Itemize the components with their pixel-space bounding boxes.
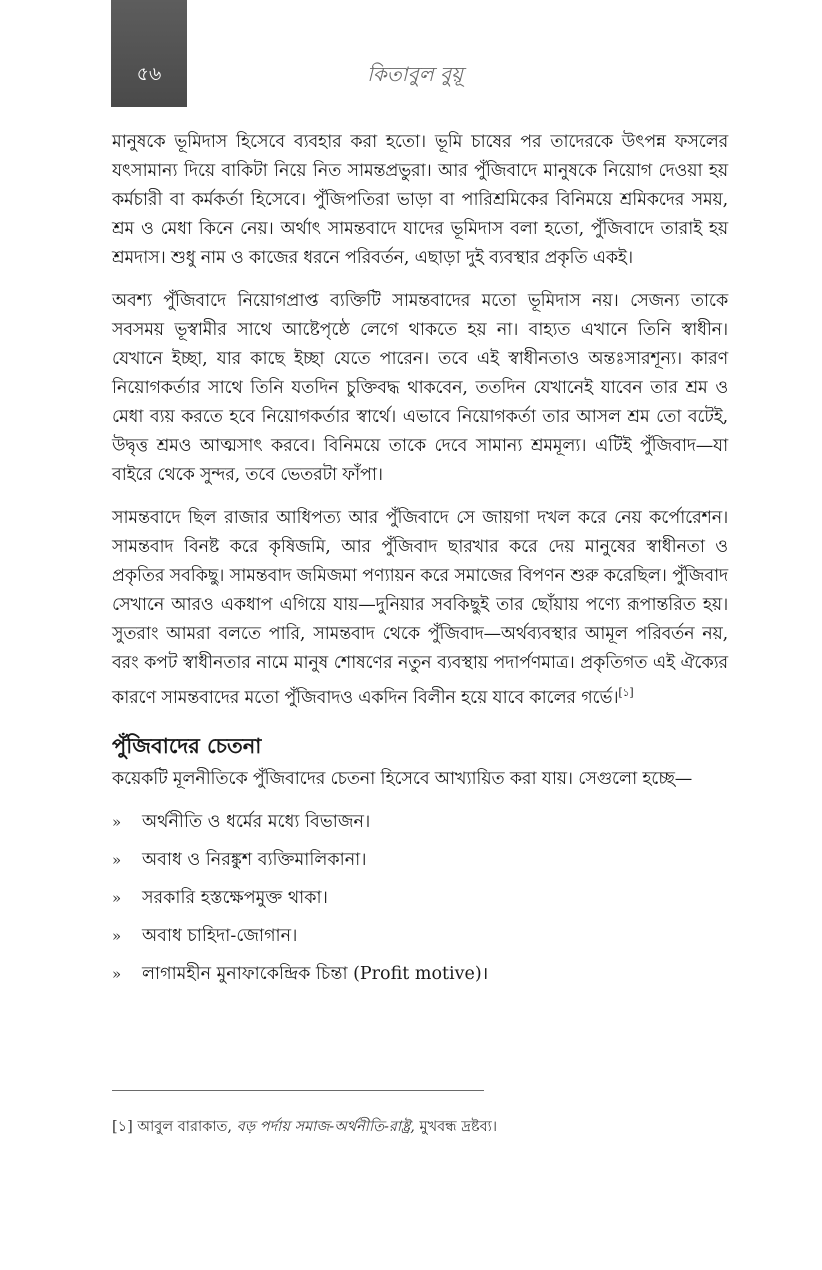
list-item-text: অর্থনীতি ও ধর্মের মধ্যে বিভাজন।: [142, 811, 371, 832]
principles-list: [112, 808, 728, 989]
bullet-icon: »: [112, 888, 122, 907]
list-item-text: অবাধ চাহিদা-জোগান।: [142, 925, 298, 946]
page-number: ৫৬: [136, 63, 162, 85]
list-item-text: অবাধ ও নিরঙ্কুশ ব্যক্তিমালিকানা।: [142, 849, 367, 870]
footnote-note: মুখবন্ধ দ্রষ্টব্য।: [419, 1119, 498, 1135]
footnote-reference[interactable]: [১]: [618, 686, 634, 699]
footnote: [112, 1116, 728, 1138]
paragraph-1: মানুষকে ভূমিদাস হিসেবে ব্যবহার করা হতো। ভূমি চাষের পর তাদেরকে উৎপন্ন ফসলের যৎসামান্য দিয়ে বাকিটা নিয়ে নিত সামন্তপ্রভুরা। আর পুঁজিবাদে মানুষকে নিয়োগ দেওয়া হয় কর্মচারী বা কর্মকর্তা হিসেবে। পুঁজিপতিরা ভাড়া বা পারিশ্রমিকের বিনিময়ে শ্রমিকদের সময়, শ্রম ও মেধা কিনে নেয়। অর্থাৎ সামন্তবাদে যাদের ভূমিদাস বলা হতো, পুঁজিবাদে তারাই হয় শ্রমদাস। শুধু নাম ও কাজের ধরনে পরিবর্তন, এছাড়া দুই ব্যবস্থার প্রকৃতি একই।: [112, 132, 728, 268]
page-body: [112, 128, 728, 998]
list-item: [112, 846, 728, 875]
list-item: [112, 808, 728, 837]
section-heading: পুঁজিবাদের চেতনা: [112, 732, 262, 758]
list-item: [112, 884, 728, 913]
footnote-author: আবুল বারাকাত,: [137, 1119, 233, 1135]
footnote-marker: [১]: [112, 1119, 133, 1135]
page-number-tab: [111, 0, 187, 107]
paragraph-3: [112, 504, 728, 713]
footnote-divider: [112, 1090, 484, 1091]
bullet-icon: »: [112, 850, 122, 869]
list-item: [112, 922, 728, 951]
paragraph-3-text: সামন্তবাদে ছিল রাজার আধিপত্য আর পুঁজিবাদে সে জায়গা দখল করে নেয় কর্পোরেশন। সামন্তবাদ বিনষ্ট করে কৃষিজমি, আর পুঁজিবাদ ছারখার করে দেয় মানুষের স্বাধীনতা ও প্রকৃতির সবকিছু। সামন্তবাদ জমিজমা পণ্যায়ন করে সমাজের বিপণন শুরু করেছিল। পুঁজিবাদ সেখানে আরও একধাপ এগিয়ে যায়—দুনিয়ার সবকিছুই তার ছোঁয়ায় পণ্যে রূপান্তরিত হয়। সুতরাং আমরা বলতে পারি, সামন্তবাদ থেকে পুঁজিবাদ—অর্থব্যবস্থার আমূল পরিবর্তন নয়, বরং কপট স্বাধীনতার নামে মানুষ শোষণের নতুন ব্যবস্থায় পদার্পণমাত্র। প্রকৃতিগত এই ঐক্যের কারণে সামন্তবাদের মতো পুঁজিবাদও একদিন বিলীন হয়ে যাবে কালের গর্ভে।: [112, 508, 728, 708]
list-item-text: লাগামহীন মুনাফাকেন্দ্রিক চিন্তা (Profit motive)।: [142, 963, 489, 984]
bullet-icon: »: [112, 812, 122, 831]
list-item: [112, 960, 728, 989]
running-header-title: কিতাবুল বুয়ূ: [367, 62, 463, 86]
paragraph-2: অবশ্য পুঁজিবাদে নিয়োগপ্রাপ্ত ব্যক্তিটি সামন্তবাদের মতো ভূমিদাস নয়। সেজন্য তাকে সবসময় ভূস্বামীর সাথে আষ্টেপৃষ্ঠে লেগে থাকতে হয় না। বাহ্যত এখানে তিনি স্বাধীন। যেখানে ইচ্ছা, যার কাছে ইচ্ছা যেতে পারেন। তবে এই স্বাধীনতাও অন্তঃসারশূন্য। কারণ নিয়োগকর্তার সাথে তিনি যতদিন চুক্তিবদ্ধ থাকবেন, ততদিন যেখানেই যাবেন তার শ্রম ও মেধা ব্যয় করতে হবে নিয়োগকর্তার স্বার্থে। এভাবে নিয়োগকর্তা তার আসল শ্রম তো বটেই, উদ্বৃত্ত শ্রমও আত্মসাৎ করবে। বিনিময়ে তাকে দেবে সামান্য শ্রমমূল্য। এটিই পুঁজিবাদ—যা বাইরে থেকে সুন্দর, তবে ভেতরটা ফাঁপা।: [112, 291, 728, 485]
list-item-text: সরকারি হস্তক্ষেপমুক্ত থাকা।: [142, 887, 328, 908]
bullet-icon: »: [112, 964, 122, 983]
footnote-book-title: বড় পর্দায় সমাজ-অর্থনীতি-রাষ্ট্র,: [236, 1119, 415, 1135]
section-intro: কয়েকটি মূলনীতিকে পুঁজিবাদের চেতনা হিসেবে আখ্যায়িত করা যায়। সেগুলো হচ্ছে—: [112, 768, 693, 789]
bullet-icon: »: [112, 926, 122, 945]
